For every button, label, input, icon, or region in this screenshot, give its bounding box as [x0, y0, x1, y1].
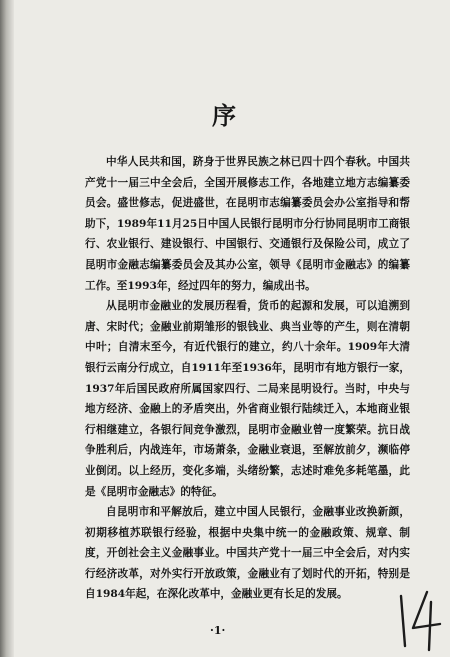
- paragraph-1: 中华人民共和国，跻身于世界民族之林已四十四个春秋。中国共产党十一届三中全会后，全国开展修志工作，各地建立地方志编纂委员会。盛世修志，促进盛世，在昆明市志编纂委员会办公室指导和帮助下，1989年11月25日中国人民银行昆明市分行协同昆明市工商银行、农业银行、建设银行、中国银行、交通银行及保险公司，成立了昆明市金融志编纂委员会及其办公室，领导《昆明市金融志》的编纂工作。至1993年，经过四年的努力，编成出书。: [85, 156, 410, 292]
- paragraph-3: 自昆明市和平解放后，建立中国人民银行，金融事业改换新颜，初期移植苏联银行经验，根据中央集中统一的金融政策、规章、制度，开创社会主义金融事业。中国共产党十一届三中全会后，对内实行经济改革，对外实行开放政策，金融业有了划时代的开拓，特别是自1984年起，在深化改革中，金融业更有长足的发展。: [85, 506, 410, 601]
- page-title: 序: [212, 101, 238, 130]
- page-number: ·1·: [210, 624, 226, 637]
- paragraph-2: 从昆明市金融业的发展历程看，货币的起源和发展，可以追溯到唐、宋时代；金融业前期雏形的银钱业、典当业等的产生，则在清朝中叶；自清末至今，有近代银行的建立，约八十余年。1909年大清银行云南分行成立，自1911年至1936年，昆明市有地方银行一家，1937年后国民政府所属国家四行、二局来昆明设行。当时，中央与地方经济、金融上的矛盾突出，外省商业银行陆续迁入，本地商业银行相继建立，各银行间竞争激烈，昆明市金融业曾一度繁荣。抗日战争胜利后，内战连年，市场萧条，金融业衰退，至解放前夕，濒临停业倒闭。以上经历，变化多端，头绪纷繁，志述时难免多耗笔墨，此是《昆明市金融志》的特征。: [85, 300, 410, 498]
- handwritten-page-number: [394, 586, 446, 652]
- preface-body: [85, 152, 410, 605]
